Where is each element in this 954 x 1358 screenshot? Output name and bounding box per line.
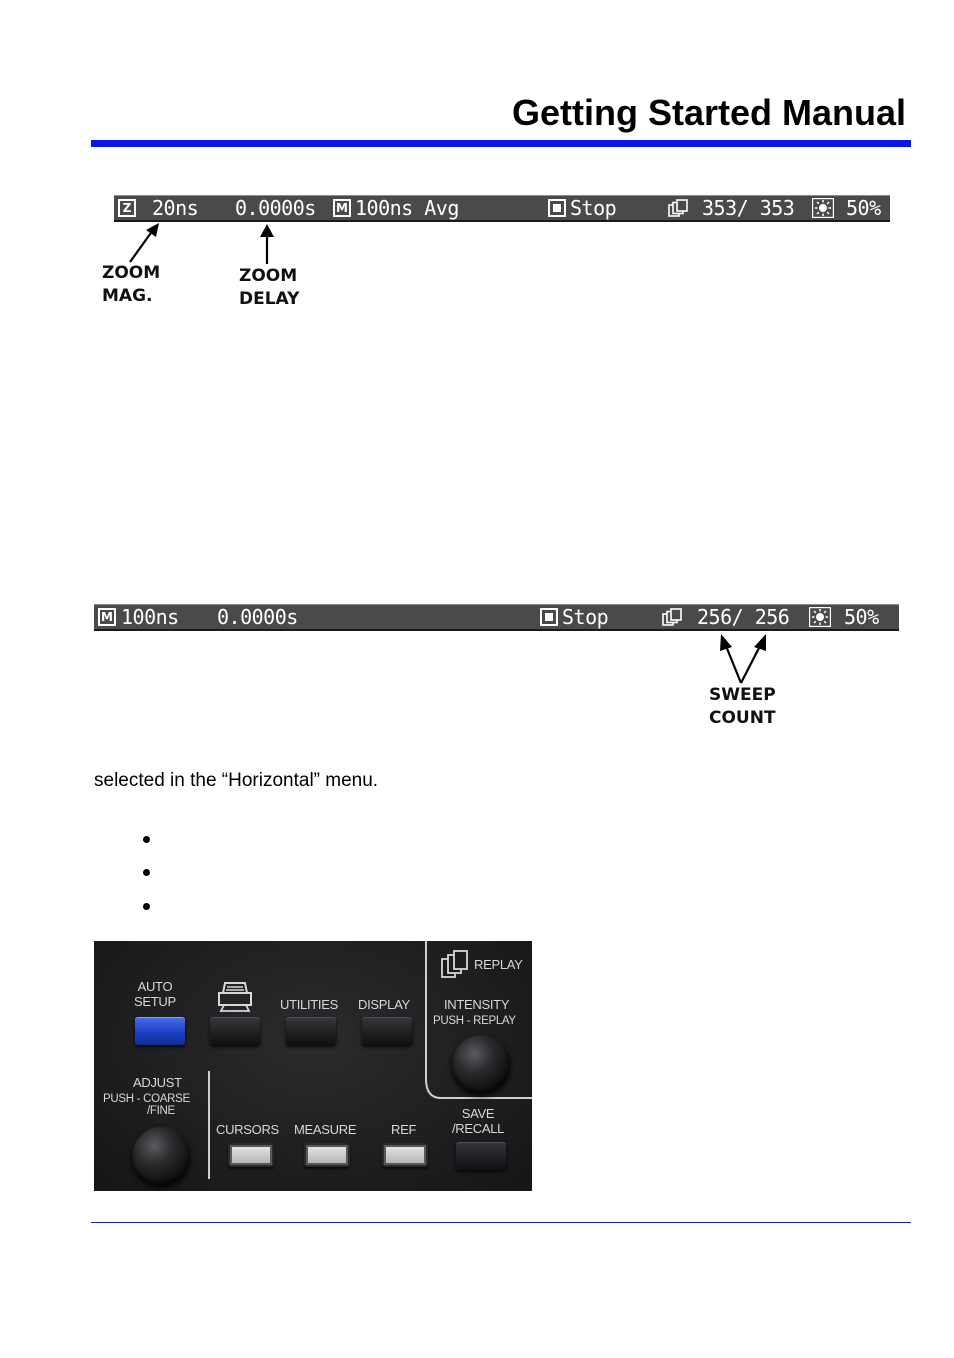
ref-button[interactable]	[382, 1143, 428, 1167]
cursors-label: CURSORS	[216, 1122, 279, 1137]
panel-divider-horizontal	[439, 1097, 532, 1099]
zoom-mag-arrow	[125, 220, 165, 265]
replay-stack-icon	[440, 949, 470, 979]
bullet-3	[143, 903, 150, 910]
status-bar-zoom	[114, 195, 890, 222]
body-paragraph: selected in the “Horizontal” menu.	[94, 770, 379, 791]
replay-label: REPLAY	[474, 957, 523, 972]
sweep-count-label	[709, 684, 776, 730]
auto-setup-line1: AUTO	[137, 979, 173, 994]
main-badge-icon: M	[98, 608, 116, 626]
panel-divider-corner	[425, 1079, 443, 1099]
save-line2: /RECALL	[452, 1121, 505, 1136]
zoom-delay-label-line2: DELAY	[239, 289, 300, 309]
bullet-2	[143, 869, 150, 876]
sweep-stack-icon	[668, 199, 688, 217]
measure-label: MEASURE	[294, 1122, 357, 1137]
save-line1: SAVE	[461, 1106, 495, 1121]
status-bar-main	[94, 604, 899, 631]
footer-rule	[91, 1222, 911, 1223]
push-replay-label: PUSH - REPLAY	[433, 1015, 516, 1027]
sweep-count-label-line1: SWEEP	[709, 685, 776, 705]
intensity-sun-icon	[812, 198, 834, 218]
fine-label: /FINE	[147, 1105, 175, 1117]
delay-value: 0.0000s	[217, 605, 298, 629]
intensity-value: 50%	[844, 605, 879, 629]
run-state: Stop	[570, 196, 617, 220]
print-button[interactable]	[210, 1017, 260, 1045]
bullet-1	[143, 836, 150, 843]
zoom-delay-label	[239, 265, 299, 311]
title-rule	[91, 140, 911, 147]
push-coarse-label: PUSH - COARSE	[103, 1093, 190, 1105]
utilities-label: UTILITIES	[280, 997, 338, 1012]
zoom-mag-value: 20ns	[152, 196, 199, 220]
measure-button[interactable]	[304, 1143, 350, 1167]
intensity-value: 50%	[846, 196, 881, 220]
page-title: Getting Started Manual	[511, 92, 906, 133]
zoom-mag-label-line1: ZOOM	[102, 263, 161, 283]
zoom-delay-arrow	[257, 222, 277, 266]
intensity-sun-icon	[809, 607, 831, 627]
main-timebase-value: 100ns	[121, 605, 179, 629]
main-timebase-value: 100ns Avg	[355, 196, 459, 220]
ref-label: REF	[391, 1122, 417, 1137]
adjust-knob[interactable]	[132, 1127, 190, 1185]
zoom-mag-label-line2: MAG.	[102, 286, 153, 306]
zoom-mag-label	[102, 262, 160, 308]
sweep-count: 353/ 353	[702, 196, 795, 220]
zoom-delay-value: 0.0000s	[235, 196, 316, 220]
zoom-badge-icon: Z	[118, 199, 136, 217]
printer-icon	[215, 979, 255, 1013]
utilities-button[interactable]	[286, 1017, 336, 1045]
sweep-count: 256/ 256	[697, 605, 790, 629]
stop-icon	[540, 608, 558, 626]
save-recall-label	[452, 1106, 504, 1136]
intensity-label: INTENSITY	[444, 997, 510, 1012]
sweep-count-label-line2: COUNT	[709, 708, 776, 728]
sweep-count-arrows	[712, 631, 774, 687]
auto-setup-label	[134, 979, 176, 1009]
panel-divider-left	[208, 1071, 210, 1179]
auto-setup-line2: SETUP	[134, 994, 176, 1009]
stop-icon	[548, 199, 566, 217]
auto-setup-button[interactable]	[135, 1017, 185, 1045]
zoom-delay-label-line1: ZOOM	[239, 266, 298, 286]
cursors-button[interactable]	[228, 1143, 274, 1167]
display-button[interactable]	[362, 1017, 412, 1045]
front-panel-photo	[94, 941, 532, 1191]
sweep-stack-icon	[662, 608, 682, 626]
save-recall-button[interactable]	[456, 1142, 506, 1170]
panel-divider-upper	[425, 941, 427, 1083]
display-label: DISPLAY	[358, 997, 410, 1012]
run-state: Stop	[562, 605, 609, 629]
intensity-knob[interactable]	[452, 1035, 510, 1093]
adjust-label: ADJUST	[133, 1075, 182, 1090]
main-badge-icon: M	[333, 199, 351, 217]
